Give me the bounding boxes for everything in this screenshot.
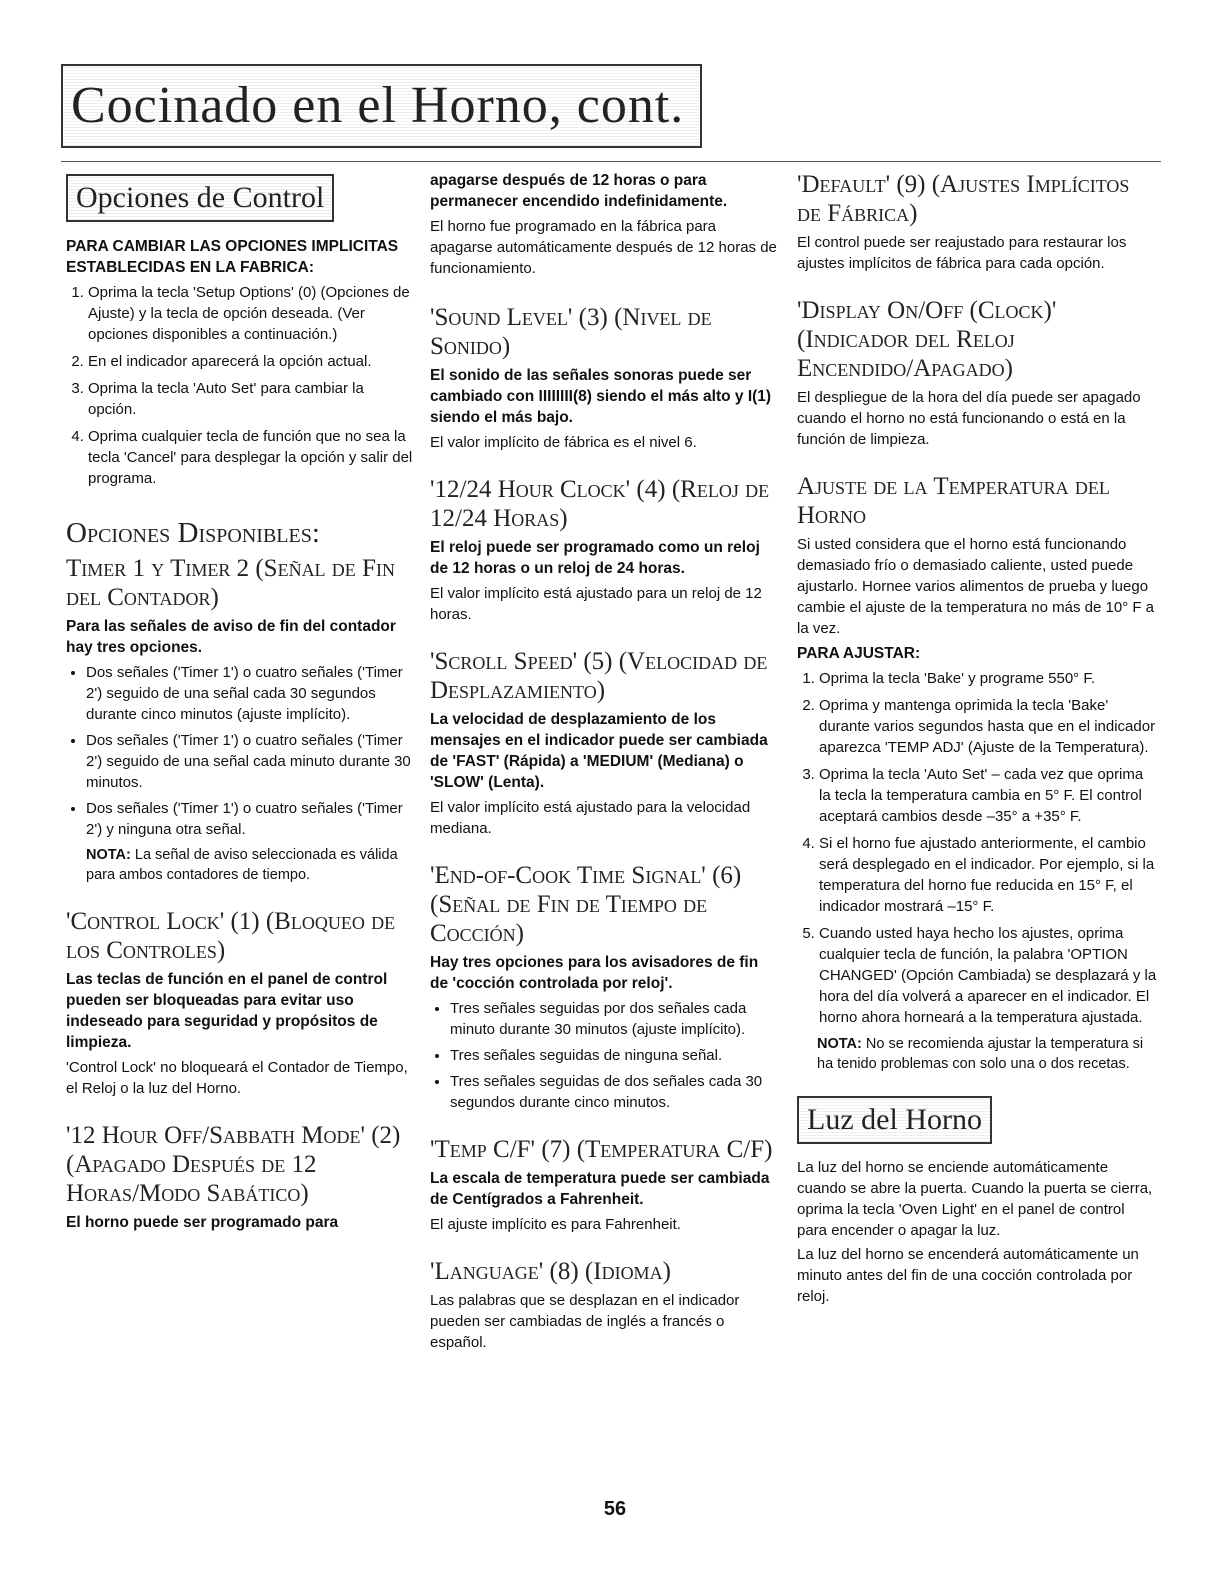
intro-heading: PARA CAMBIAR LAS OPCIONES IMPLICITAS ESTABLECIDAS EN LA FABRICA:	[66, 238, 399, 276]
setup-step-3: 3. Oprima la tecla 'Auto Set' para cambiar la opción.	[88, 378, 416, 420]
timer-options	[66, 662, 416, 840]
sound-text: El valor implícito de fábrica es el nivel 6.	[430, 434, 697, 451]
temp-adjust-note	[817, 1034, 1157, 1074]
setup-step-1: 1. Oprima la tecla 'Setup Options' (0) (Opciones de Ajuste) y la tecla de opción deseada. (Ver opciones disponibles a continuación.)	[88, 282, 416, 345]
timer-option-3: • Dos señales ('Timer 1') o cuatro señales ('Timer 2') y ninguna otra señal.	[86, 798, 416, 840]
timer-option-1: • Dos señales ('Timer 1') o cuatro señales ('Timer 2') seguido de una señal cada 30 segundos durante cinco minutos (ajuste implícito).	[86, 662, 416, 725]
temp-adjust-step-3: 3. Oprima la tecla 'Auto Set' – cada vez que oprima la tecla la temperatura cambia en 5° F. El control aceptará cambios desde –35° a +35° F.	[819, 764, 1157, 827]
title-rule	[61, 161, 1161, 162]
control-lock-heading: 'Control Lock' (1) (Bloqueo de los Controles)	[66, 908, 396, 964]
timer-lead: Para las señales de aviso de fin del contador hay tres opciones.	[66, 618, 396, 656]
timer-heading: Timer 1 y Timer 2 (Señal de Fin del Contador)	[66, 555, 395, 611]
temp-scale-heading: 'Temp C/F' (7) (Temperatura C/F)	[430, 1136, 773, 1163]
temp-adjust-step-5: 5. Cuando usted haya hecho los ajustes, oprima cualquier tecla de función, la palabra 'OPTION CHANGED' (Opción Cambiada) se desplazará y la hora del día volverá a aparecer en el indicador. El horno ahora horneará a la temperatura ajustada.	[819, 923, 1157, 1028]
clock-heading: '12/24 Hour Clock' (4) (Reloj de 12/24 Horas)	[430, 476, 770, 532]
setup-step-4: 4. Oprima cualquier tecla de función que no sea la tecla 'Cancel' para desplegar la opción y salir del programa.	[88, 426, 416, 489]
end-of-cook-options	[430, 998, 780, 1113]
language-text: Las palabras que se desplazan en el indicador pueden ser cambiadas de inglés a francés o español.	[430, 1292, 740, 1351]
column-2	[430, 170, 780, 1356]
temp-adjust-step-4: 4. Si el horno fue ajustado anteriormente, el cambio será desplegado en el indicador. Por ejemplo, si la temperatura del horno fue reducida en 15° F, el indicador mostrará –15° F.	[819, 833, 1157, 917]
page-title-box	[61, 64, 702, 148]
timer-note	[86, 845, 416, 885]
temp-scale-lead: La escala de temperatura puede ser cambiada de Centígrados a Fahrenheit.	[430, 1170, 770, 1208]
end-of-cook-option-2: • Tres señales seguidas de ninguna señal.	[450, 1045, 780, 1066]
sabbath-lead: El horno puede ser programado para	[66, 1214, 339, 1231]
end-of-cook-heading: 'End-of-Cook Time Signal' (6) (Señal de Fin de Tiempo de Cocción)	[430, 862, 742, 947]
timer-option-2: • Dos señales ('Timer 1') o cuatro señales ('Timer 2') seguido de una señal cada minuto durante 30 minutos.	[86, 730, 416, 793]
default-heading: 'Default' (9) (Ajustes Implícitos de Fábrica)	[797, 171, 1130, 227]
scroll-speed-heading: 'Scroll Speed' (5) (Velocidad de Desplazamiento)	[430, 648, 768, 704]
page-title: Cocinado en el Horno, cont.	[71, 77, 685, 134]
temp-adjust-step-2: 2. Oprima y mantenga oprimida la tecla 'Bake' durante varios segundos hasta que en el indicador aparezca 'TEMP ADJ' (Ajuste de la Temperatura).	[819, 695, 1157, 758]
temp-adjust-subheading: PARA AJUSTAR:	[797, 645, 921, 662]
clock-text: El valor implícito está ajustado para un reloj de 12 horas.	[430, 585, 762, 623]
end-of-cook-lead: Hay tres opciones para los avisadores de fin de 'cocción controlada por reloj'.	[430, 954, 759, 992]
display-text: El despliegue de la hora del día puede ser apagado cuando el horno no está funcionando o está en la función de limpieza.	[797, 389, 1141, 448]
temp-adjust-note-text: No se recomienda ajustar la temperatura si ha tenido problemas con solo una o dos recetas.	[817, 1036, 1144, 1072]
oven-light-text-2: La luz del horno se encenderá automáticamente un minuto antes del fin de una cocción controlada por reloj.	[797, 1246, 1139, 1305]
end-of-cook-option-3: • Tres señales seguidas de dos señales cada 30 segundos durante cinco minutos.	[450, 1071, 780, 1113]
temp-adjust-note-label: NOTA:	[817, 1036, 862, 1052]
oven-light-text-1: La luz del horno se enciende automáticamente cuando se abre la puerta. Cuando la puerta se cierra, oprima la tecla 'Oven Light' en el panel de control para encender o apagar la luz.	[797, 1159, 1153, 1239]
sabbath-cont-lead: apagarse después de 12 horas o para permanecer encendido indefinidamente.	[430, 172, 728, 210]
display-heading: 'Display On/Off (Clock)' (Indicador del Reloj Encendido/Apagado)	[797, 297, 1057, 382]
oven-light-heading: Luz del Horno	[797, 1096, 992, 1144]
column-1	[66, 170, 416, 1237]
timer-note-label: NOTA:	[86, 847, 131, 863]
end-of-cook-option-1: • Tres señales seguidas por dos señales cada minuto durante 30 minutos (ajuste implícito).	[450, 998, 780, 1040]
sabbath-cont-text: El horno fue programado en la fábrica para apagarse automáticamente después de 12 horas de funcionamiento.	[430, 218, 777, 277]
temp-adjust-text: Si usted considera que el horno está funcionando demasiado frío o demasiado caliente, usted puede ajustarlo. Hornee varios alimentos de prueba y luego cambie el ajuste de la temperatura no más de 10° F a la vez.	[797, 536, 1155, 637]
temp-adjust-step-1: 1. Oprima la tecla 'Bake' y programe 550° F.	[819, 668, 1157, 689]
temp-adjust-heading: Ajuste de la Temperatura del Horno	[797, 473, 1110, 529]
setup-step-2: 2. En el indicador aparecerá la opción actual.	[88, 351, 416, 372]
setup-steps	[66, 282, 416, 489]
column-3	[797, 170, 1157, 1310]
sabbath-heading: '12 Hour Off/Sabbath Mode' (2) (Apagado Después de 12 Horas/Modo Sabático)	[66, 1122, 401, 1207]
timer-note-text: La señal de aviso seleccionada es válida para ambos contadores de tiempo.	[86, 847, 398, 883]
default-text: El control puede ser reajustado para restaurar los ajustes implícitos de fábrica para cada opción.	[797, 234, 1127, 272]
available-options-heading: Opciones Disponibles:	[66, 517, 320, 549]
scroll-speed-lead: La velocidad de desplazamiento de los mensajes en el indicador puede ser cambiada de 'FAST' (Rápida) a 'MEDIUM' (Mediana) o 'SLOW' (Lenta).	[430, 711, 768, 791]
temp-adjust-steps	[797, 668, 1157, 1028]
scroll-speed-text: El valor implícito está ajustado para la velocidad mediana.	[430, 799, 751, 837]
clock-lead: El reloj puede ser programado como un reloj de 12 horas o un reloj de 24 horas.	[430, 539, 760, 577]
control-lock-text: 'Control Lock' no bloqueará el Contador de Tiempo, el Reloj o la luz del Horno.	[66, 1059, 408, 1097]
control-options-heading: Opciones de Control	[66, 174, 334, 222]
sound-heading: 'Sound Level' (3) (Nivel de Sonido)	[430, 304, 712, 360]
language-heading: 'Language' (8) (Idioma)	[430, 1258, 671, 1285]
control-lock-lead: Las teclas de función en el panel de control pueden ser bloqueadas para evitar uso indeseado para seguridad y propósitos de limpieza.	[66, 971, 388, 1051]
sound-lead: El sonido de las señales sonoras puede ser cambiado con IIIIIIII(8) siendo el más alto y I(1) siendo el más bajo.	[430, 367, 772, 426]
temp-scale-text: El ajuste implícito es para Fahrenheit.	[430, 1216, 681, 1233]
page-number: 56	[603, 1498, 627, 1520]
